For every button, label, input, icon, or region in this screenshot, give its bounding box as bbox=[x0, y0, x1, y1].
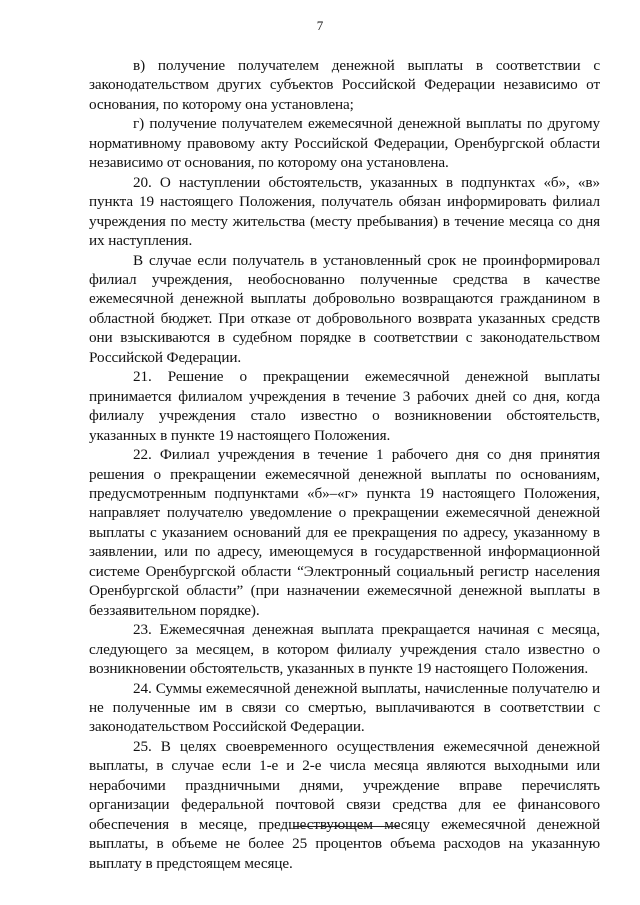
clause-22: 22. Филиал учреждения в течение 1 рабочего дня со дня принятия решения о прекращении ежемесячной денежной выплаты по основаниям, предусмотренным подпунктами «б»–«г» пункта 19 настоящего Положения, направляет получателю уведомление о прекращении ежемесячной денежной выплаты с указанием оснований для ее прекращения по адресу, указанному в заявлении, или по адресу, имеющемуся в государственной информационной системе Оренбургской области “Электронный социальный регистр населения Оренбургской области” (при назначении ежемесячной денежной выплаты в беззаявительном порядке). bbox=[89, 446, 600, 619]
page-number: 7 bbox=[316, 18, 324, 33]
clause-24: 24. Суммы ежемесячной денежной выплаты, начисленные получателю и не полученные им в связи со смертью, выплачиваются в соответствии с законодательством Российской Федерации. bbox=[89, 679, 600, 736]
document-body bbox=[89, 56, 600, 873]
subclause-v: в) получение получателем денежной выплаты в соответствии с законодательством других субъектов Российской Федерации независимо от основания, по которому она установлена; bbox=[89, 57, 600, 113]
clause-25: 25. В целях своевременного осуществления ежемесячной денежной выплаты, в случае если 1-е и 2-е числа месяца являются выходными или нерабочими праздничными днями, учреждение вправе перечислять организации федеральной почтовой связи средства для ее финансового обеспечения в месяце, предшествующем месяцу ежемесячной денежной выплаты, в объеме не более 25 процентов объема расходов на указанную выплату в предстоящем месяце. bbox=[89, 737, 600, 872]
end-of-document-rule bbox=[293, 826, 400, 827]
clause-21: 21. Решение о прекращении ежемесячной денежной выплаты принимается филиалом учреждения в течение 3 рабочих дней со дня, когда филиалу учреждения стало известно о возникновении обстоятельств, указанных в пункте 19 настоящего Положения. bbox=[89, 368, 600, 444]
clause-20-continuation: В случае если получатель в установленный срок не проинформировал филиал учреждения, необоснованно полученные средства в качестве ежемесячной денежной выплаты добровольно возвращаются гражданином в областной бюджет. При отказе от добровольного возврата указанных средств они взыскиваются в судебном порядке в соответствии с законодательством Российской Федерации. bbox=[89, 251, 600, 366]
subclause-g: г) получение получателем ежемесячной денежной выплаты по другому нормативному правовому акту Российской Федерации, Оренбургской области независимо от основания, по которому она установлена. bbox=[89, 115, 600, 172]
clause-20: 20. О наступлении обстоятельств, указанных в подпунктах «б», «в» пункта 19 настоящего Положения, получатель обязан информировать филиал учреждения по месту жительства (месту пребывания) в течение месяца со дня их наступления. bbox=[89, 173, 600, 250]
clause-23: 23. Ежемесячная денежная выплата прекращается начиная с месяца, следующего за месяцем, в котором филиалу учреждения стало известно о возникновении обстоятельств, указанных в пункте 19 настоящего Положения. bbox=[89, 621, 600, 678]
